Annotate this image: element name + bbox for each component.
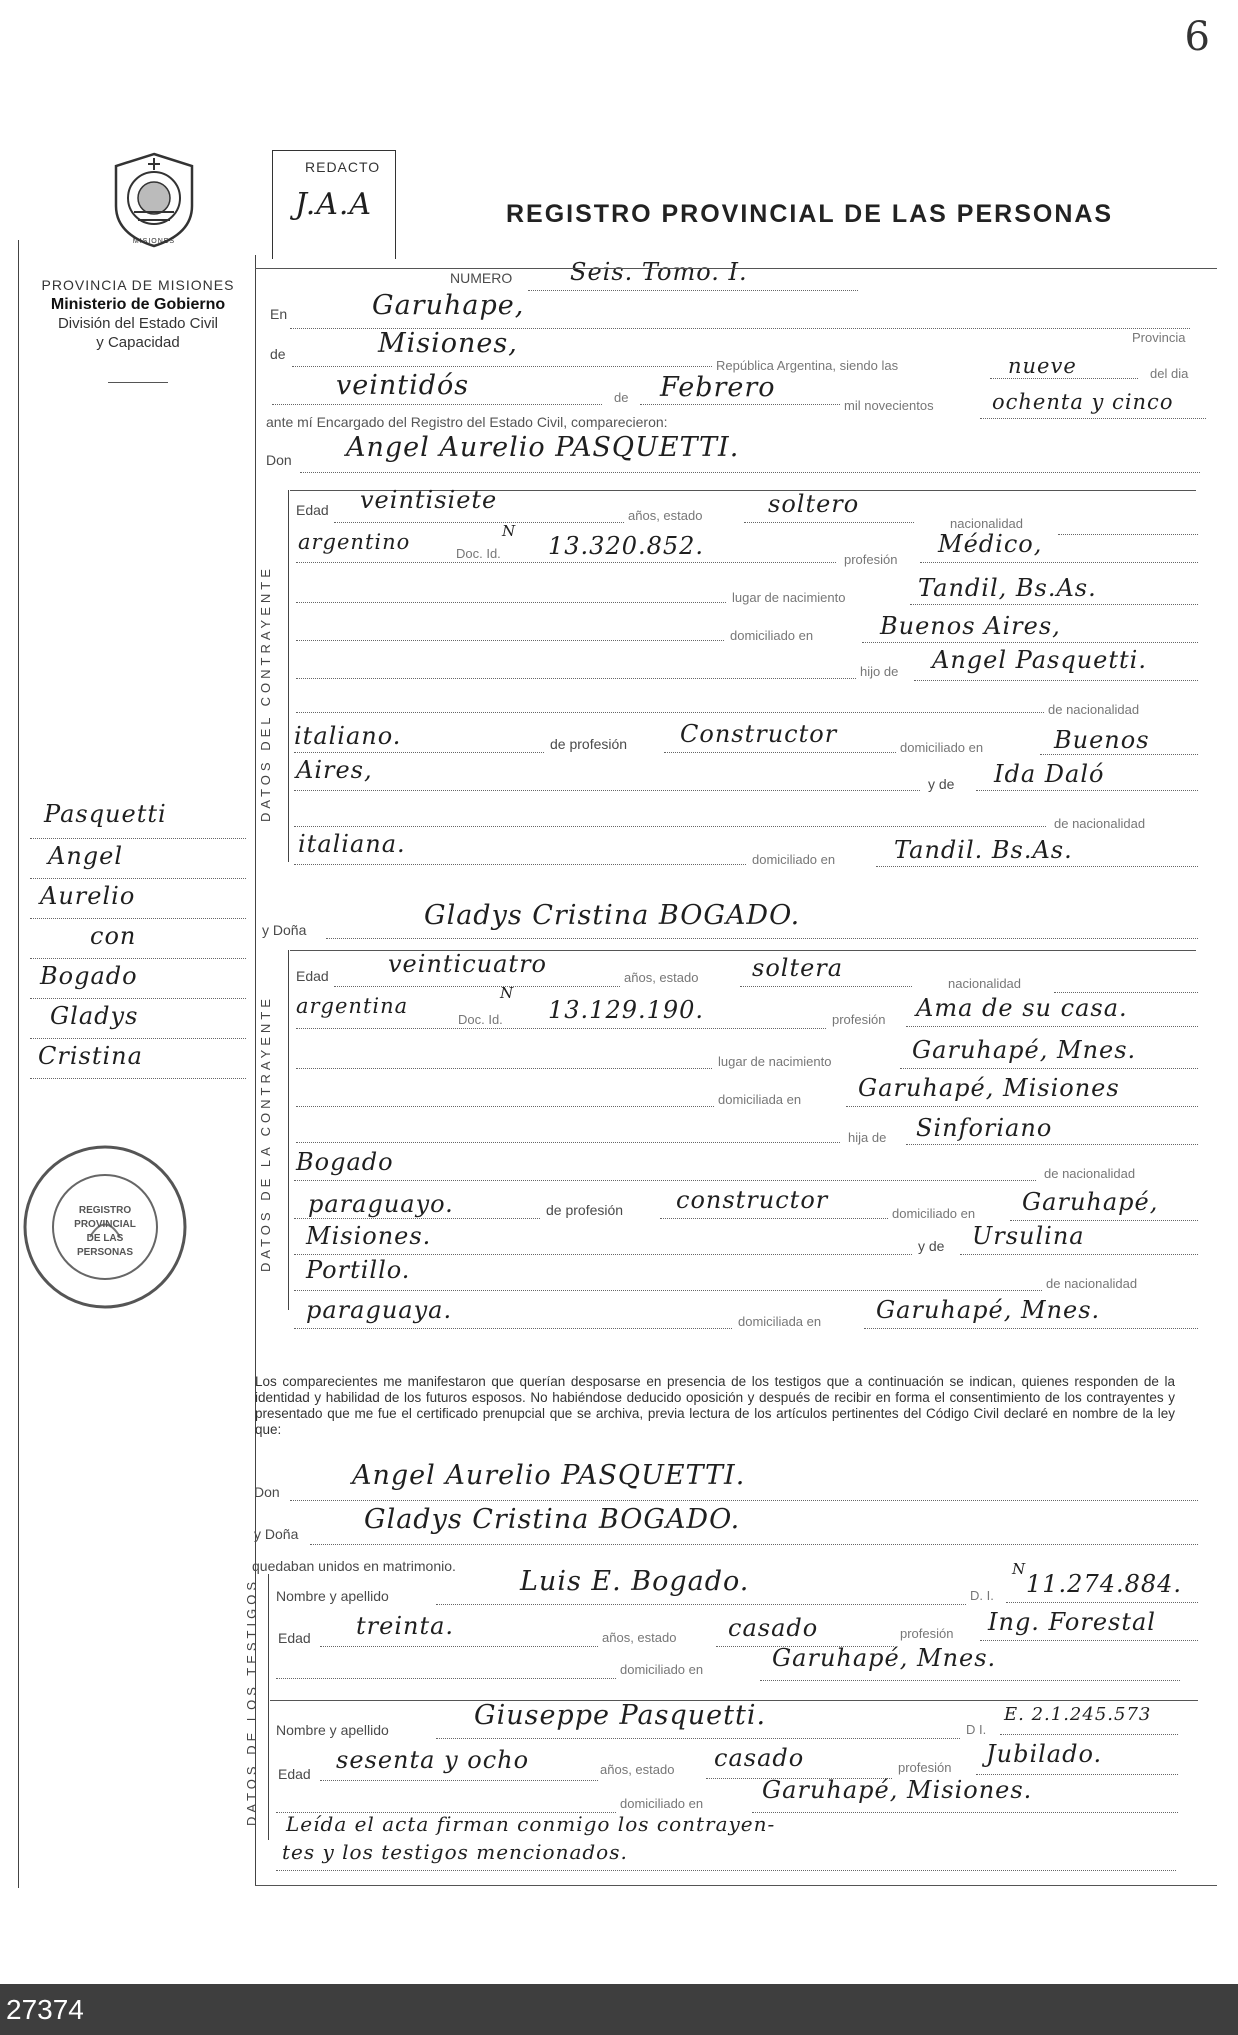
bride-doc-label: Doc. Id. [458, 1012, 503, 1027]
margin-note: Angel [48, 842, 124, 870]
sidebar-heading [18, 276, 258, 352]
groom-profesion-value: Médico, [938, 530, 1043, 558]
bride-padre-dom-value: Garuhapé, [1022, 1188, 1159, 1216]
bride-domiciliada-label: domiciliada en [718, 1092, 802, 1107]
registry-stamp [20, 1142, 190, 1312]
hora-value: nueve [1008, 354, 1077, 378]
redacto-value: J.A.A [295, 187, 373, 222]
groom-lugar-label: lugar de nacimiento [732, 590, 846, 605]
groom-de-profesion-label: de profesión [550, 736, 628, 752]
declaration-dona-value: Gladys Cristina BOGADO. [364, 1504, 741, 1535]
w1-dom-value: Garuhapé, Mnes. [772, 1644, 997, 1672]
bride-domiciliada-label-2: domiciliada en [738, 1314, 822, 1329]
footer-bar [0, 1984, 1238, 2035]
groom-profesion-label: profesión [844, 552, 898, 567]
page-number: 6 [1184, 14, 1210, 60]
groom-madre-nac-value: italiana. [298, 830, 406, 858]
mes-value: Febrero [660, 372, 776, 403]
margin-note: Cristina [38, 1042, 143, 1070]
groom-domiciliado-value: Buenos Aires, [880, 612, 1061, 640]
bride-madre-value: Ursulina [972, 1222, 1085, 1250]
province-seal [104, 150, 204, 250]
don-value: Angel Aurelio PASQUETTI. [346, 432, 740, 463]
w2-di-label: D I. [966, 1722, 987, 1737]
groom-doc-label: Doc. Id. [456, 546, 501, 561]
groom-edad-label: Edad [296, 502, 329, 518]
w1-profesion-label: profesión [900, 1626, 954, 1641]
bride-padre-prof-value: constructor [676, 1186, 829, 1214]
seal-caption: MISIONES [132, 238, 176, 245]
groom-lugar-value: Tandil, Bs.As. [918, 574, 1097, 602]
document-title: REGISTRO PROVINCIAL DE LAS PERSONAS [506, 200, 1114, 228]
declaration-dona-label: y Doña [254, 1526, 299, 1542]
w2-estado-value: casado [714, 1744, 805, 1772]
w1-edad-value: treinta. [356, 1612, 455, 1640]
bride-madre-nac-value: paraguaya. [306, 1296, 453, 1324]
bride-estado-value: soltera [752, 954, 844, 982]
groom-domiciliado-label: domiciliado en [730, 628, 814, 643]
archive-number: 27374 [6, 1994, 84, 2025]
groom-estado-value: soltero [768, 490, 860, 518]
numero-value: Seis. Tomo. I. [570, 258, 748, 286]
groom-section-label: DATOS DEL CONTRAYENTE [258, 565, 273, 822]
bride-lugar-value: Garuhapé, Mnes. [912, 1036, 1137, 1064]
dona-value: Gladys Cristina BOGADO. [424, 900, 801, 931]
groom-nacionalidad-label: nacionalidad [950, 516, 1024, 531]
bride-doc-value: 13.129.190. [548, 996, 705, 1024]
ministry-name: Ministerio de Gobierno [50, 296, 226, 313]
groom-nacionalidad-value: argentino [298, 530, 411, 554]
w2-nombre-label: Nombre y apellido [276, 1722, 389, 1738]
en-value: Garuhape, [372, 290, 525, 321]
bride-dom-en-label: domiciliado en [892, 1206, 976, 1221]
groom-padre-nac-value: italiano. [294, 722, 402, 750]
closing-text-2: tes y los testigos mencionados. [282, 1840, 628, 1864]
division-name: División del Estado Civil [57, 315, 219, 332]
w2-dom-label: domiciliado en [620, 1796, 704, 1811]
margin-note: Aurelio [40, 882, 136, 910]
w2-profesion-value: Jubilado. [986, 1740, 1103, 1768]
w2-anios-label: años, estado [600, 1762, 675, 1777]
groom-de-nac-label-2: de nacionalidad [1054, 816, 1146, 831]
dona-label: y Doña [262, 922, 307, 938]
mil-label: mil novecientos [844, 398, 934, 413]
margin-note: con [90, 922, 137, 950]
witnesses-section-label: DATOS DE LOS TESTIGOS [244, 1578, 259, 1826]
ante-label: ante mí Encargado del Registro del Estado Civil, comparecieron: [266, 414, 668, 430]
declaration-don-label: Don [254, 1484, 280, 1500]
declaration-don-value: Angel Aurelio PASQUETTI. [352, 1460, 746, 1491]
w2-profesion-label: profesión [898, 1760, 952, 1775]
bride-profesion-label: profesión [832, 1012, 886, 1027]
margin-note: Bogado [40, 962, 138, 990]
provincia-label: Provincia [1132, 330, 1186, 345]
groom-padre-dom-value-2: Aires, [296, 756, 373, 784]
bride-doc-sup: N [500, 984, 515, 1002]
w1-di-sup: N [1012, 1560, 1027, 1578]
w1-nombre-label: Nombre y apellido [276, 1588, 389, 1604]
bride-anios-label: años, estado [624, 970, 699, 985]
w2-edad-value: sesenta y ocho [336, 1746, 530, 1774]
bride-lugar-label: lugar de nacimiento [718, 1054, 832, 1069]
del-dia-label: del dia [1150, 366, 1189, 381]
groom-anios-label: años, estado [628, 508, 703, 523]
de-mes-label: de [614, 390, 629, 405]
bride-hija-label: hija de [848, 1130, 887, 1145]
bride-padre-dom-value-2: Misiones. [306, 1222, 432, 1250]
margin-note: Pasquetti [44, 800, 167, 828]
de-label: de [270, 346, 286, 362]
bride-edad-value: veinticuatro [388, 950, 547, 978]
bride-edad-label: Edad [296, 968, 329, 984]
bride-y-de-label: y de [918, 1238, 945, 1254]
bride-madre-value-2: Portillo. [306, 1256, 411, 1284]
anio-value: ochenta y cinco [992, 390, 1174, 414]
w1-di-label: D. I. [970, 1588, 994, 1603]
quedaban-label: quedaban unidos en matrimonio. [252, 1558, 456, 1574]
bride-de-nac-label-2: de nacionalidad [1046, 1276, 1138, 1291]
w2-di-value: E. 2.1.245.573 [1004, 1704, 1152, 1725]
groom-padre-prof-value: Constructor [680, 720, 838, 748]
bride-profesion-value: Ama de su casa. [916, 994, 1128, 1022]
numero-label: NUMERO [450, 270, 513, 286]
en-label: En [270, 306, 288, 322]
groom-domiciliado-label-2: domiciliado en [752, 852, 836, 867]
w1-dom-label: domiciliado en [620, 1662, 704, 1677]
margin-note: Gladys [50, 1002, 139, 1030]
groom-y-de-label: y de [928, 776, 955, 792]
province-name: PROVINCIA DE MISIONES [41, 277, 235, 293]
bride-nacionalidad-value: argentina [296, 994, 409, 1018]
groom-hijo-label: hijo de [860, 664, 899, 679]
w1-di-value: 11.274.884. [1026, 1570, 1183, 1598]
groom-padre-value: Angel Pasquetti. [932, 646, 1147, 674]
groom-madre-value: Ida Daló [994, 760, 1105, 788]
w1-anios-label: años, estado [602, 1630, 677, 1645]
division-name-2: y Capacidad [96, 334, 180, 351]
groom-dom-en-label: domiciliado en [900, 740, 984, 755]
groom-de-nac-label: de nacionalidad [1048, 702, 1140, 717]
w1-edad-label: Edad [278, 1630, 311, 1646]
bride-padre-value: Sinforiano [916, 1114, 1053, 1142]
groom-madre-dom-value: Tandil. Bs.As. [894, 836, 1073, 864]
bride-madre-dom-value: Garuhapé, Mnes. [876, 1296, 1101, 1324]
bride-padre-value-2: Bogado [296, 1148, 394, 1176]
bride-padre-nac-value: paraguayo. [308, 1190, 454, 1218]
de-value: Misiones, [378, 328, 518, 359]
dia-value: veintidós [336, 370, 470, 401]
w2-nombre-value: Giuseppe Pasquetti. [474, 1700, 767, 1731]
w1-nombre-value: Luis E. Bogado. [520, 1566, 750, 1597]
groom-edad-value: veintisiete [360, 486, 498, 514]
groom-doc-value: 13.320.852. [548, 532, 705, 560]
bride-nacionalidad-label: nacionalidad [948, 976, 1022, 991]
groom-padre-dom-value: Buenos [1054, 726, 1150, 754]
w2-dom-value: Garuhapé, Misiones. [762, 1776, 1033, 1804]
bride-domiciliada-value: Garuhapé, Misiones [858, 1074, 1120, 1102]
redacto-box [272, 150, 396, 259]
w1-profesion-value: Ing. Forestal [988, 1608, 1156, 1636]
bride-section-label: DATOS DE LA CONTRAYENTE [258, 995, 273, 1272]
declaration-text: Los comparecientes me manifestaron que querían desposarse en presencia de los testigos que a continuación se indican, quienes responden de la identidad y habilidad de los futuros esposos. No habiéndose deducido oposición y después de recibir en forma el consentimiento de los contrayentes y presentado que me fue el certificado prenupcial que se archiva, previa lectura de los artículos pertinentes del Código Civil declaré en nombre de la ley que: [255, 1374, 1175, 1437]
w1-estado-value: casado [728, 1614, 819, 1642]
bride-de-profesion-label: de profesión [546, 1202, 624, 1218]
groom-doc-sup: N [502, 522, 517, 540]
bride-de-nac-label: de nacionalidad [1044, 1166, 1136, 1181]
don-label: Don [266, 452, 292, 468]
w2-edad-label: Edad [278, 1766, 311, 1782]
stamp-text: REGISTRO PROVINCIAL DE LAS PERSONAS [74, 1205, 136, 1258]
republica-label: República Argentina, siendo las [716, 358, 899, 373]
redacto-label: REDACTO [305, 159, 381, 175]
closing-text-1: Leída el acta firman conmigo los contrayen- [286, 1812, 776, 1836]
